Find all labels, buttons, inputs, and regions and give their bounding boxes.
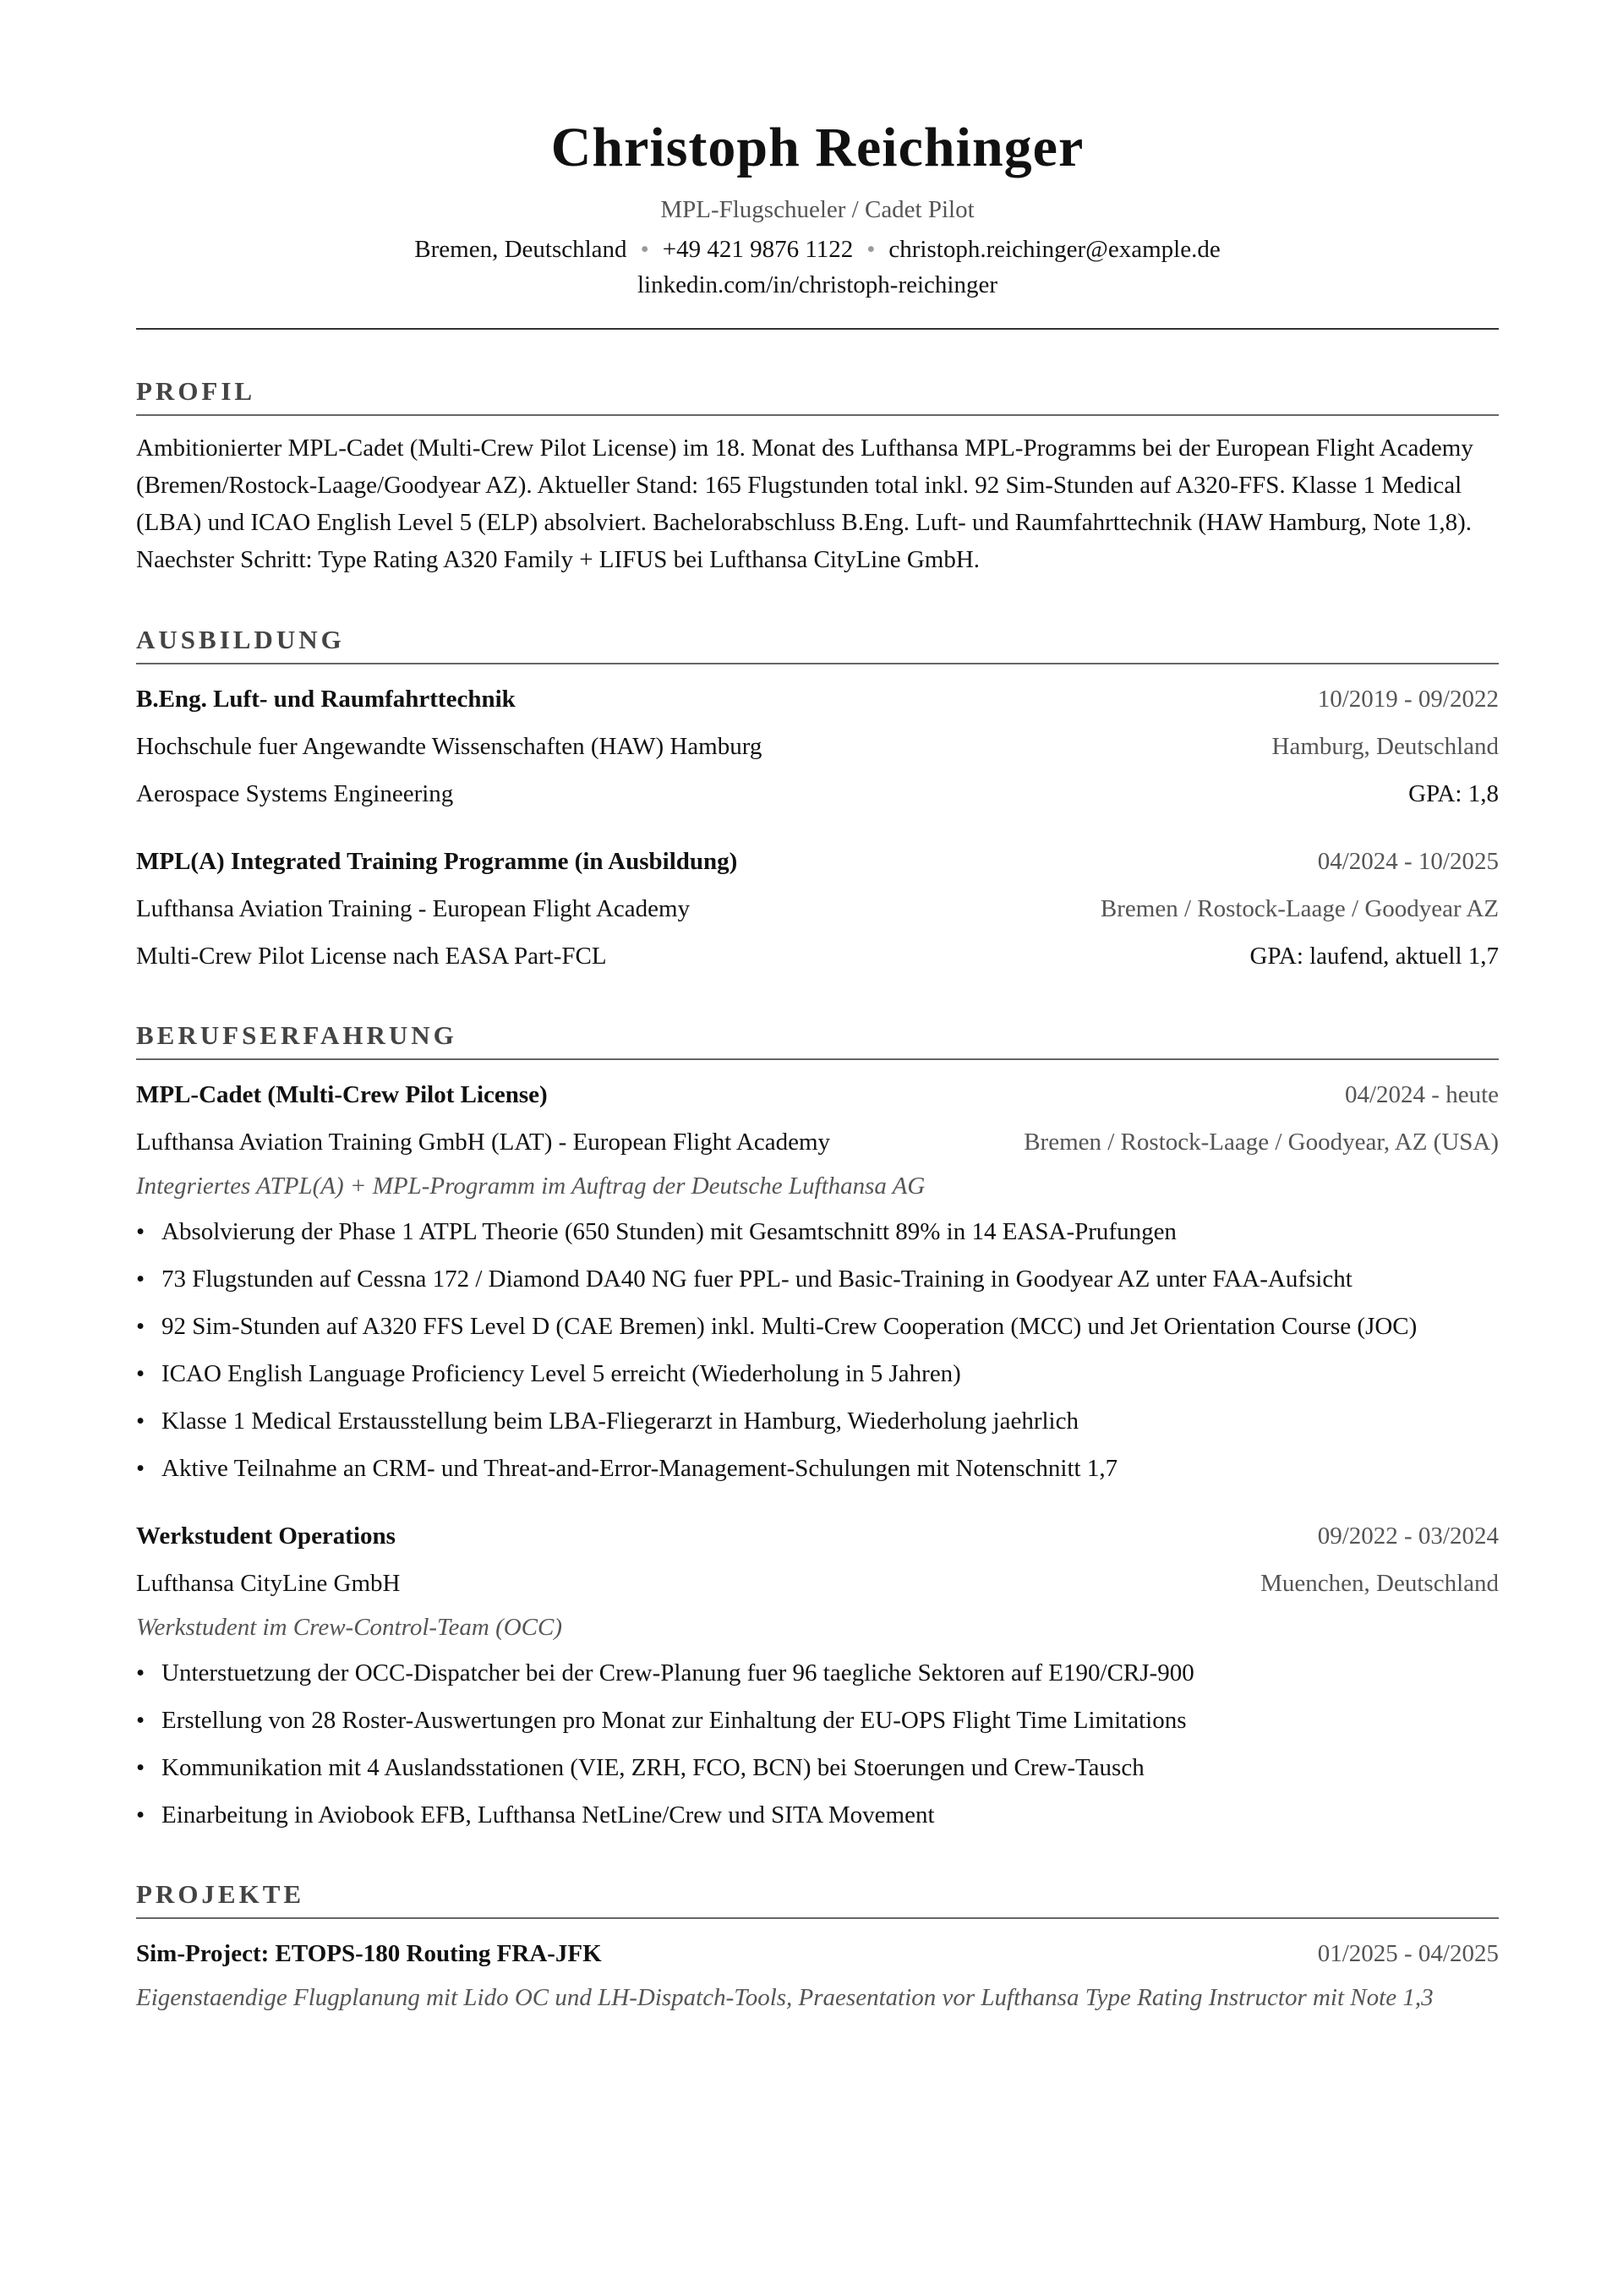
contact-line [136,232,1499,267]
education-degree: MPL(A) Integrated Training Programme (in Ausbildung) [136,848,738,875]
bullet-item: • ICAO English Language Proficiency Level 5 erreicht (Wiederholung in 5 Jahren) [136,1356,1499,1391]
education-gpa: GPA: laufend, aktuell 1,7 [1249,943,1499,970]
profile-summary: Ambitionierter MPL-Cadet (Multi-Crew Pilot License) im 18. Monat des Lufthansa MPL-Programms bei der European Flight Academy (Bremen/Rostock-Laage/Goodyear AZ). Aktueller Stand: 165 Flugstunden total inkl. 92 Sim-Stunden auf A320-FFS. Klasse 1 Medical (LBA) und ICAO English Level 5 (ELP) absolviert. Bachelorabschluss B.Eng. Luft- und Raumfahrttechnik (HAW Hamburg, Note 1,8). Naechster Schritt: Type Rating A320 Family + LIFUS bei Lufthansa CityLine GmbH. [136,435,1473,573]
experience-location: Bremen / Rostock-Laage / Goodyear, AZ (USA) [1024,1129,1499,1156]
contact-location: Bremen, Deutschland [414,236,627,263]
section-heading: PROJEKTE [136,1877,1499,1919]
candidate-name: Christoph Reichinger [550,117,1085,178]
education-dates: 04/2024 - 10/2025 [1317,848,1499,875]
bullet-item: • Kommunikation mit 4 Auslandsstationen (VIE, ZRH, FCO, BCN) bei Stoerungen und Crew-Tausch [136,1750,1499,1785]
resume-page [136,110,1499,2015]
experience-company: Lufthansa Aviation Training GmbH (LAT) - European Flight Academy [136,1129,831,1156]
experience-dates: 04/2024 - heute [1344,1081,1499,1108]
experience-role: Werkstudent Operations [136,1522,396,1550]
section-heading: BERUFSERFAHRUNG [136,1018,1499,1060]
experience-bullets [136,1655,1499,1833]
project-title: Sim-Project: ETOPS-180 Routing FRA-JFK [136,1940,602,1967]
bullet-item: • Aktive Teilnahme an CRM- und Threat-and-Error-Management-Schulungen mit Notenschnitt 1,7 [136,1451,1499,1486]
education-location: Hamburg, Deutschland [1271,733,1499,760]
education-institution: Hochschule fuer Angewandte Wissenschaften (HAW) Hamburg [136,733,762,760]
bullet-item: • Einarbeitung in Aviobook EFB, Lufthansa NetLine/Crew und SITA Movement [136,1797,1499,1833]
education-institution: Lufthansa Aviation Training - European Flight Academy [136,895,691,922]
experience-location: Muenchen, Deutschland [1260,1570,1499,1597]
education-dates: 10/2019 - 09/2022 [1317,686,1499,713]
project-entry [136,1936,1499,2015]
experience-entry [136,1518,1499,1833]
experience-description: Integriertes ATPL(A) + MPL-Programm im Auftrag der Deutsche Lufthansa AG [136,1173,926,1200]
section-heading: PROFIL [136,374,1499,416]
experience-entry [136,1077,1499,1486]
education-degree: B.Eng. Luft- und Raumfahrttechnik [136,686,516,713]
candidate-title: MPL-Flugschueler / Cadet Pilot [660,196,975,223]
header-divider [136,328,1499,330]
education-entry [136,844,1499,974]
section-berufserfahrung [136,1018,1499,1833]
education-location: Bremen / Rostock-Laage / Goodyear AZ [1100,895,1499,922]
experience-dates: 09/2022 - 03/2024 [1317,1522,1499,1550]
contact-separator: • [866,236,876,263]
bullet-item: • Absolvierung der Phase 1 ATPL Theorie (650 Stunden) mit Gesamtschnitt 89% in 14 EASA-Prufungen [136,1214,1499,1249]
section-ausbildung [136,622,1499,974]
bullet-item: • 92 Sim-Stunden auf A320 FFS Level D (CAE Bremen) inkl. Multi-Crew Cooperation (MCC) und Jet Orientation Course (JOC) [136,1309,1499,1344]
bullet-item: • 73 Flugstunden auf Cessna 172 / Diamond DA40 NG fuer PPL- und Basic-Training in Goodyear AZ unter FAA-Aufsicht [136,1261,1499,1297]
bullet-item: • Erstellung von 28 Roster-Auswertungen pro Monat zur Einhaltung der EU-OPS Flight Time Limitations [136,1703,1499,1738]
experience-description: Werkstudent im Crew-Control-Team (OCC) [136,1614,563,1641]
bullet-item: • Klasse 1 Medical Erstausstellung beim LBA-Fliegerarzt in Hamburg, Wiederholung jaehrlich [136,1403,1499,1439]
education-detail: Aerospace Systems Engineering [136,780,454,807]
education-gpa: GPA: 1,8 [1408,780,1499,807]
resume-header [136,110,1499,303]
contact-email: christoph.reichinger@example.de [888,236,1221,263]
contact-separator: • [640,236,649,263]
project-dates: 01/2025 - 04/2025 [1317,1940,1499,1967]
experience-bullets [136,1214,1499,1486]
section-heading: AUSBILDUNG [136,622,1499,664]
section-profil [136,374,1499,578]
experience-role: MPL-Cadet (Multi-Crew Pilot License) [136,1081,548,1108]
project-description: Eigenstaendige Flugplanung mit Lido OC und LH-Dispatch-Tools, Praesentation vor Lufthansa Type Rating Instructor mit Note 1,3 [136,1984,1434,2011]
section-projekte [136,1877,1499,2015]
contact-phone: +49 421 9876 1122 [662,236,854,263]
bullet-item: • Unterstuetzung der OCC-Dispatcher bei der Crew-Planung fuer 96 taegliche Sektoren auf E190/CRJ-900 [136,1655,1499,1691]
education-detail: Multi-Crew Pilot License nach EASA Part-FCL [136,943,607,970]
contact-linkedin: linkedin.com/in/christoph-reichinger [637,271,998,298]
education-entry [136,681,1499,812]
experience-company: Lufthansa CityLine GmbH [136,1570,401,1597]
